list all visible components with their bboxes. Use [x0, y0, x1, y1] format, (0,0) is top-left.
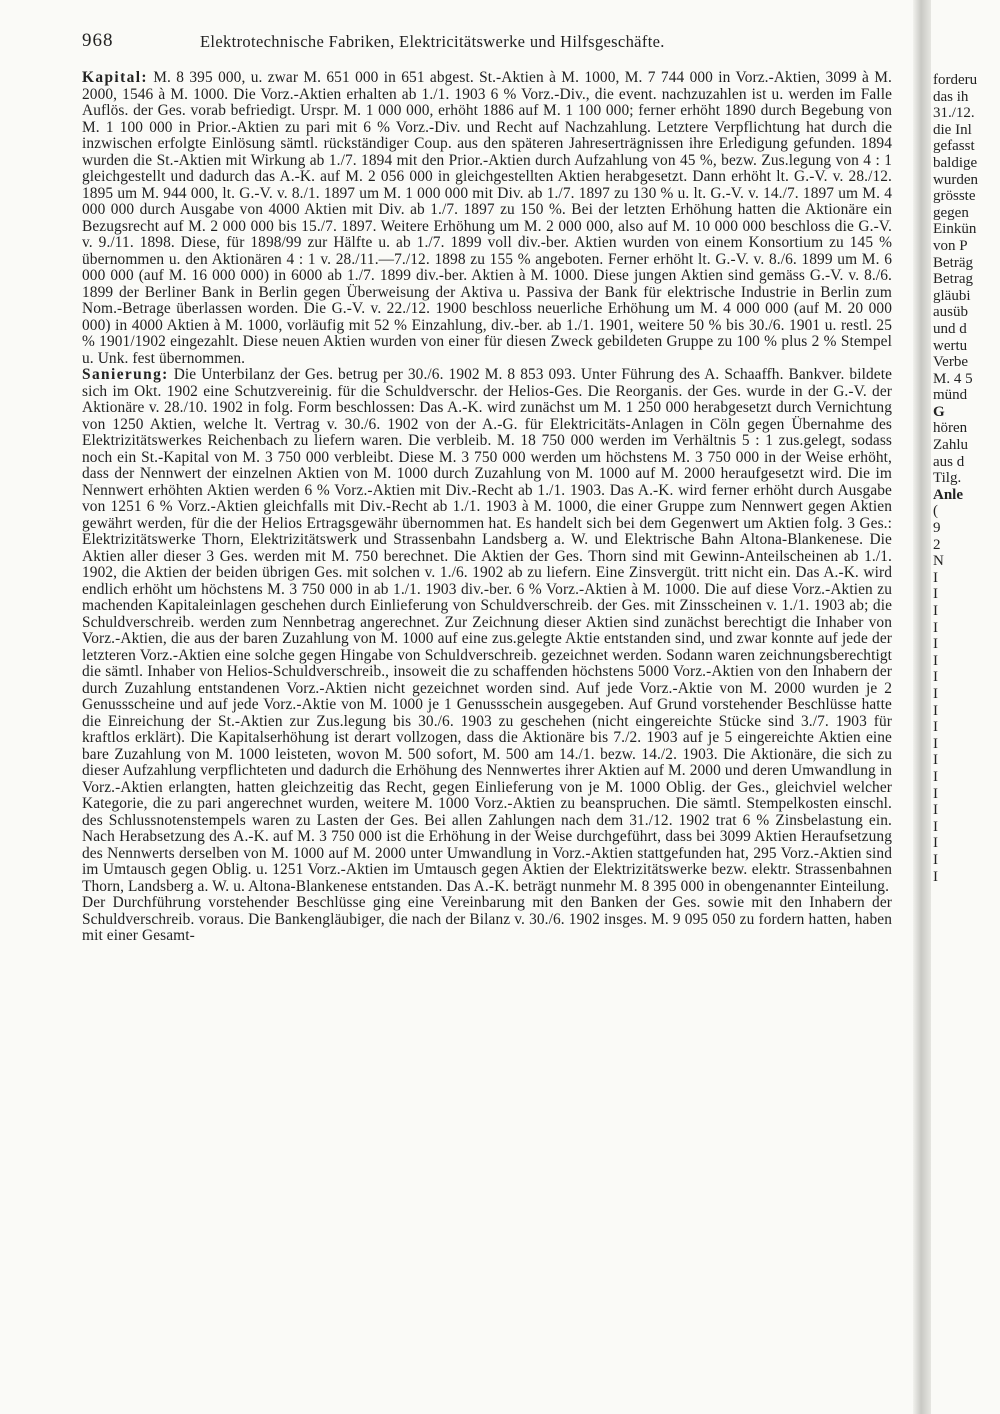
running-title: Elektrotechnische Fabriken, Elektricitätswerke und Hilfsgeschäfte.: [200, 32, 665, 51]
adjacent-page-line: I: [933, 719, 938, 736]
adjacent-page-line: baldige: [933, 154, 978, 171]
adjacent-page-line: I: [933, 569, 938, 586]
adjacent-page-line: I: [933, 818, 938, 835]
adjacent-page-line: das ih: [933, 88, 969, 105]
adjacent-page-line: von P: [933, 237, 968, 254]
adjacent-page-line: M. 4 5: [933, 370, 973, 387]
adjacent-page-line: G: [933, 403, 945, 420]
adjacent-page-line: I: [933, 835, 938, 852]
adjacent-page-line: und d: [933, 320, 967, 337]
adjacent-page-line: forderu: [933, 72, 978, 88]
continuation-paragraph: Der Durchführung vorstehender Beschlüsse ging eine Vereinbarung mit den Banken der Ges. sowie mit den Inhabern der Schuldverschreib. voraus. Die Bankengläubiger, die nach der Bilanz v. 30./6. 1902 insges. M. 9 095 050 zu fordern hatten, haben mit einer Gesamt-: [82, 894, 892, 944]
adjacent-page-line: I: [933, 652, 938, 669]
book-gutter: [913, 0, 931, 1414]
adjacent-page-line: Betrag: [933, 271, 973, 288]
adjacent-page-line: I: [933, 586, 938, 603]
adjacent-page-line: ausüb: [933, 304, 968, 321]
adjacent-page-line: münd: [933, 387, 968, 404]
adjacent-page-line: wertu: [933, 337, 968, 354]
adjacent-page-line: Einkün: [933, 221, 977, 238]
adjacent-page-line: wurden: [933, 171, 978, 188]
adjacent-page-line: I: [933, 851, 938, 868]
adjacent-page-line: I: [933, 752, 938, 769]
adjacent-page-line: I: [933, 768, 938, 785]
adjacent-page-line: gegen: [933, 204, 969, 221]
kapital-text: M. 8 395 000, u. zwar M. 651 000 in 651 abgest. St.-Aktien à M. 1000, M. 7 744 000 in Vorz.-Aktien, 3099 à M. 2000, 1546 à M. 1000. Die Vorz.-Aktien erhalten ab 1./1. 1903 6 % Vorz.-Div., die event. nachzuzahlen ist u. werden im Falle Auflös. der Ges. vorab befriedigt. Urspr. M. 1 000 000, erhöht 1886 auf M. 1 100 000; ferner erhöht 1890 durch Begebung von M. 1 100 000 in Prior.-Aktien zu pari mit 6 % Vorz.-Div. und Recht auf Nachzahlung. Letztere Verpflichtung hat durch die inzwischen erfolgte Einlösung sämtl. rückständiger Coup. aus den späteren Jahreserträgnissen ihre Erledigung gefunden. 1894 wurden die St.-Aktien mit Wirkung ab 1./7. 1894 mit den Prior.-Aktien durch Aufzahlung von 45 %, bezw. Zus.legung von 4 : 1 gleichgestellt und dadurch das A.-K. auf M. 2 056 000 in gleichgestellten Aktien herabgesetzt. Dann erhöht lt. G.-V. v. 28./12. 1895 um M. 944 000, lt. G.-V. v. 8./1. 1897 um M. 1 000 000 mit Div. ab 1./7. 1897 zu 130 % u. lt. G.-V. v. 14./7. 1897 um M. 4 000 000 durch Ausgabe von 4000 Aktien mit Div. ab 1./7. 1897 zu 150 %. Bei der letzten Erhöhung hatten die Aktionäre ein Bezugsrecht auf M. 2 000 000 bis 15./7. 1897. Weitere Erhöhung um M. 2 000 000, also auf M. 10 000 000 beschloss die G.-V. v. 9./11. 1898. Diese, für 1898/99 zur Hälfte u. ab 1./7. 1899 voll div.-ber. Aktien wurden von einem Konsortium zu 145 % übernommen u. den Aktionären 4 : 1 v. 28./11.—7./12. 1898 zu 155 % angeboten. Ferner erhöht lt. G.-V. v. 8./6. 1899 um M. 6 000 000 (auf M. 16 000 000) in 6000 ab 1./7. 1899 div.-ber. Aktien à M. 1000. Diese jungen Aktien sind gemäss G.-V. v. 8./6. 1899 der Berliner Bank in Berlin gegen Überweisung der Aktiva u. Passiva der Bank für elektrische Industrie in Berlin zum Nom.-Betrage überlassen worden. Die G.-V. v. 22./12. 1900 beschloss neuerliche Erhöhung um M. 4 000 000 (auf M. 20 000 000) in 4000 Aktien à M. 1000, vorläufig mit 52 % Einzahlung, div.-ber. ab 1./1. 1901, weitere 50 % bis 30./6. 1901 u. restl. 25 % 1901/1902 eingezahlt. Diese neuen Aktien wurden von einer für diesen Zweck gebildeten Gruppe zu 100 % plus 2 % Stempel u. Unk. fest übernommen.: [82, 70, 892, 367]
adjacent-page-line: I: [933, 802, 938, 819]
adjacent-page-line: Tilg.: [933, 470, 962, 487]
sanierung-paragraph: [82, 367, 892, 895]
adjacent-page-line: gläubi: [933, 287, 971, 304]
adjacent-page-line: Beträg: [933, 254, 973, 271]
adjacent-page-line: Verbe: [933, 354, 968, 371]
adjacent-page-line: 31./12.: [933, 105, 975, 122]
adjacent-page-line: 9: [933, 520, 941, 537]
adjacent-page-line: Anle: [933, 486, 963, 503]
kapital-label: Kapital:: [82, 70, 148, 86]
adjacent-page-line: I: [933, 785, 938, 802]
adjacent-page-line: grösste: [933, 188, 976, 205]
adjacent-page-line: aus d: [933, 453, 965, 470]
adjacent-page-line: Zahlu: [933, 437, 968, 454]
adjacent-page-line: hören: [933, 420, 968, 437]
page-number: 968: [82, 30, 114, 51]
main-column: [82, 70, 892, 1400]
running-head: [82, 30, 892, 56]
adjacent-page-line: I: [933, 735, 938, 752]
adjacent-page-line: I: [933, 603, 938, 619]
adjacent-page-column: [933, 72, 1000, 1402]
adjacent-page-line: I: [933, 619, 938, 636]
adjacent-page-line: die Inl: [933, 121, 972, 138]
sanierung-text: Die Unterbilanz der Ges. betrug per 30./6. 1902 M. 8 853 093. Unter Führung des A. Schaaffh. Bankver. bildete sich im Okt. 1902 eine Schutzvereinig. für die Schuldverschr. der Helios-Ges. Die Reorganis. der Ges. wurde in der G.-V. der Aktionäre v. 28./10. 1902 in folg. Form beschlossen: Das A.-K. wird zunächst um M. 1 250 000 herabgesetzt durch Vernichtung von 1250 Aktien, welche lt. Vertrag v. 30./6. 1902 von der A.-G. für Elektricitäts-Anlagen in Cöln gegen Übernahme des Elektrizitätswerkes Reichenbach zu liefern waren. Die verbleib. M. 18 750 000 werden im Verhältnis 5 : 1 zus.gelegt, sodass noch ein St.-Kapital von M. 3 750 000 verbleibt. Diese M. 3 750 000 werden um höchstens M. 3 750 000 in der Weise erhöht, dass der Nennwert der einzelnen Aktien von M. 1000 durch Zuzahlung von M. 1000 auf M. 2000 heraufgesetzt wird. Die im Nennwert erhöhten Aktien werden 6 % Vorz.-Aktien mit Div.-Recht ab 1./1. 1903. Das A.-K. wird ferner erhöht durch Ausgabe von 1251 6 % Vorz.-Aktien gleichfalls mit Div.-Recht ab 1./1. 1903 à M. 1000, die einer Gruppe zum Nennwert gegen Aktien gewährt werden, für die der Helios Ertragsgewähr übernommen hat. Es handelt sich bei dem Gegenwert um Aktien folg. 3 Ges.: Elektrizitätswerke Thorn, Elektrizitätswerk und Strassenbahn Landsberg a. W. und Elektrische Bahn Altona-Blankenese. Die Aktien aller dieser 3 Ges. werden mit M. 750 berechnet. Die Aktien der Ges. Thorn sind mit Gewinn-Anteilscheinen ab 1./1. 1902, die Aktien der beiden übrigen Ges. mit solchen v. 1./6. 1902 ab zu liefern. Eine Zinsvergüt. tritt nicht ein. Das A.-K. wird endlich erhöht um höchstens M. 3 750 000 in ab 1./1. 1903 div.-ber. 6 % Vorz.-Aktien à M. 1000. Die auf diese Vorz.-Aktien zu machenden Kapitaleinlagen geschehen durch Einlieferung von Schuldverschreib. der Ges. mit Zinsscheinen v. 1./1. 1903 ab; die Schuldverschreib. werden zum Nennbetrag angerechnet. Zur Zeichnung dieser Aktien sind zunächst berechtigt die Inhaber von Vorz.-Aktien, die aus der baren Zuzahlung von M. 1000 auf eine zus.gelegte Aktie entstanden sind, und zwar konnte auf jede der letzteren Vorz.-Aktien eine solche gegen Hingabe von Schuldverschreib. gezeichnet werden. Sodann waren zeichnungsberechtigt die sämtl. Inhaber von Helios-Schuldverschreib., insoweit die zu schaffenden höchstens 5000 Vorz.-Aktien von den Inhabern der durch Zuzahlung entstandenen Vorz.-Aktien nicht gezeichnet worden sind. Auf jede Vorz.-Aktie von M. 2000 wurden je 2 Genussscheine und auf jede Vorz.-Aktie von M. 1000 je 1 Genussschein ausgegeben. Auf Grund vorstehender Beschlüsse hatte die Einreichung der St.-Aktien zur Zus.legung bis 30./6. 1903 zu geschehen (nicht eingereichte Stücke sind 3./7. 1903 für kraftlos erklärt). Die Kapitalserhöhung ist derart vollzogen, dass die Aktionäre bis 7./2. 1903 auf je 5 eingereichte Aktien eine bare Zuzahlung von M. 1000 leisteten, wovon M. 500 sofort, M. 500 am 14./1. bezw. 14./2. 1903. Die Aktionäre, die sich zu dieser Aufzahlung verpflichteten und dadurch die Erhöhung des Nennwertes ihrer Aktien auf M. 2000 und deren Umwandlung in Vorz.-Aktien erlangten, hatten gleichzeitig das Recht, gegen Einlieferung von je M. 1000 Oblig. der Ges., gleichviel welcher Kategorie, die zu pari angerechnet wurden, weitere M. 1000 Vorz.-Aktien zu beanspruchen. Die sämtl. Stempelkosten einschl. des Schlussnotenstempels waren zu Lasten der Ges. Bei allen Zahlungen nach dem 31./12. 1902 trat 6 % Zinsbelastung ein. Nach Herabsetzung des A.-K. auf M. 3 750 000 ist die Erhöhung in der Weise durchgeführt, dass bei 3099 Aktien Heraufsetzung des Nennwerts derselben von M. 1000 auf M. 2000 unter Umwandlung in Vorz.-Aktien stattgefunden hat, 295 Vorz.-Aktien sind im Umtausch gegen Oblig. u. 1251 Vorz.-Aktien im Umtausch gegen Aktien der Elektrizitätswerke bezw. elektr. Strassenbahnen Thorn, Landsberg a. W. u. Altona-Blankenese entstanden. Das A.-K. beträgt nunmehr M. 8 395 000 in obengenannter Einteilung.: [82, 366, 892, 895]
adjacent-page-line: gefasst: [933, 138, 975, 155]
adjacent-page-line: I: [933, 669, 938, 686]
adjacent-page-line: I: [933, 685, 938, 702]
adjacent-page-line: I: [933, 636, 938, 653]
adjacent-page-line: N: [933, 553, 944, 570]
adjacent-page-line: I: [933, 702, 938, 719]
adjacent-page-line: I: [933, 868, 938, 885]
kapital-paragraph: [82, 70, 892, 367]
adjacent-page-line: 2: [933, 536, 941, 553]
sanierung-label: Sanierung:: [82, 366, 169, 383]
adjacent-page-line: (: [933, 503, 938, 520]
